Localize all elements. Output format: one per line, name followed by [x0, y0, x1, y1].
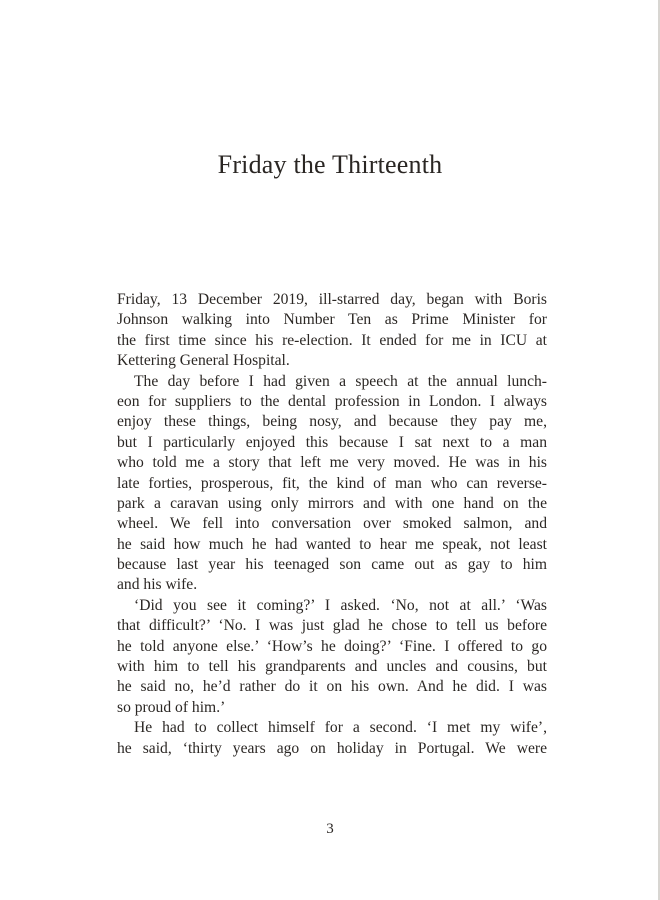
text-line: Kettering General Hospital.	[117, 352, 290, 370]
text-line: eon for suppliers to the dental profession in London. I always	[117, 392, 547, 410]
text-line: he said no, he’d rather do it on his own. And he did. I was	[117, 678, 547, 696]
text-line: ‘Did you see it coming?’ I asked. ‘No, not at all.’ ‘Was	[134, 596, 547, 614]
text-line: he told anyone else.’ ‘How’s he doing?’ ‘Fine. I offered to go	[117, 637, 547, 655]
text-line: The day before I had given a speech at the annual lunch-	[134, 372, 547, 390]
text-line: Friday, 13 December 2019, ill-starred day, began with Boris	[117, 291, 547, 308]
text-line: he said how much he had wanted to hear me speak, not least	[117, 535, 547, 553]
body-text	[117, 290, 547, 759]
chapter-title: Friday the Thirteenth	[217, 150, 443, 179]
text-line: that difficult?’ ‘No. I was just glad he chose to tell us before	[117, 617, 547, 635]
text-line: park a caravan using only mirrors and with one hand on the	[117, 494, 547, 512]
text-line: with him to tell his grandparents and uncles and cousins, but	[117, 658, 547, 676]
text-line: the first time since his re-election. It ended for me in ICU at	[117, 331, 547, 349]
text-line: enjoy these things, being nosy, and because they pay me,	[117, 413, 547, 431]
text-line: wheel. We fell into conversation over smoked salmon, and	[117, 515, 547, 533]
text-line: Johnson walking into Number Ten as Prime Minister for	[117, 311, 547, 329]
text-line: He had to collect himself for a second. ‘I met my wife’,	[134, 719, 547, 737]
page-number: 3	[326, 821, 334, 837]
text-line: he said, ‘thirty years ago on holiday in Portugal. We were	[117, 739, 547, 757]
text-line: because last year his teenaged son came out as gay to him	[117, 556, 547, 574]
text-line: who told me a story that left me very moved. He was in his	[117, 454, 547, 472]
text-line: but I particularly enjoyed this because I sat next to a man	[117, 433, 547, 451]
text-line: so proud of him.’	[117, 698, 226, 716]
text-line: and his wife.	[117, 576, 198, 594]
text-line: late forties, prosperous, fit, the kind of man who can reverse-	[117, 474, 547, 492]
